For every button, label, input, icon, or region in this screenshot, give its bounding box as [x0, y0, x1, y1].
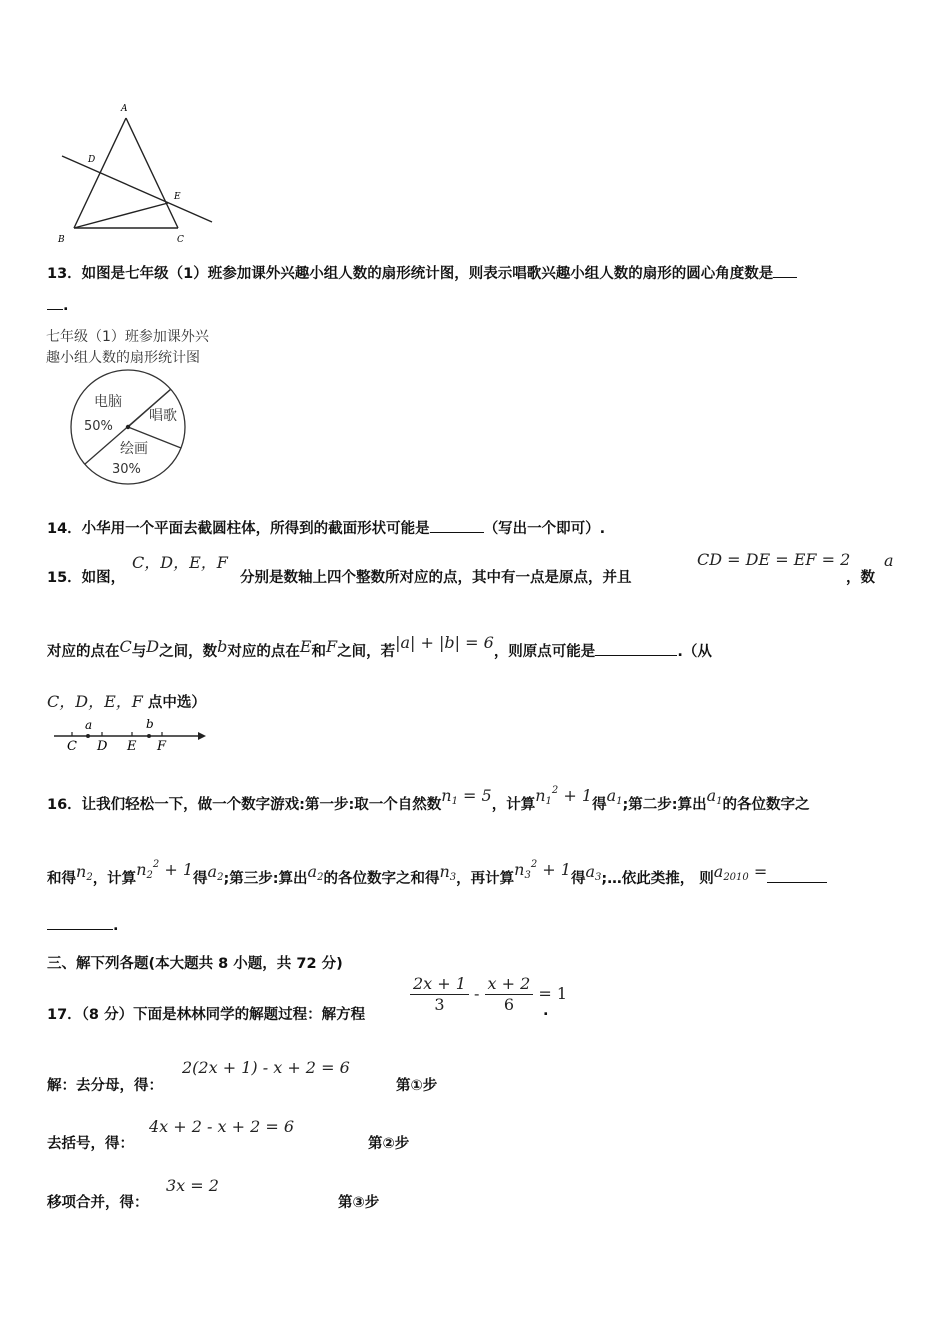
q15-abs-eq: |a| + |b| = 6 [395, 633, 494, 652]
q16-l2d: ;第三步:算出 [223, 871, 308, 887]
q15-C: C [119, 637, 132, 656]
q16-l1d: ;第二步:算出 [622, 797, 707, 813]
q16-a2b: $a_2$ [307, 862, 324, 883]
q17-rhs: = 1 [533, 984, 568, 1003]
q15-line3-text: 点中选） [147, 695, 206, 711]
nl-a: a [85, 718, 93, 732]
q13-text [47, 262, 797, 283]
label-E: E [174, 192, 181, 202]
q13-body: 13．如图是七年级（1）班参加课外兴趣小组人数的扇形统计图，则表示唱歌兴趣小组人数的扇形的圆心角度数是 [47, 266, 774, 282]
q15-l2d: 之间，若 [337, 644, 396, 660]
nl-D: D [97, 739, 108, 754]
q15-eq1: CD = DE = EF = 2 [697, 550, 851, 569]
label-B: B [58, 235, 65, 245]
nl-b: b [146, 718, 154, 731]
q14-body: 14．小华用一个平面去截圆柱体，所得到的截面形状可能是 [47, 521, 430, 537]
q16-a1b: $a_1$ [706, 786, 723, 807]
q16-l1e: 的各位数字之 [722, 797, 810, 813]
q16-a2: $a_2$ [207, 862, 224, 883]
q16-l2g: 得 [570, 871, 586, 887]
q16-line3 [47, 918, 119, 934]
q15-line1 [47, 566, 125, 587]
q15-D: D [146, 637, 160, 656]
q15-text2: ，数 [846, 570, 875, 586]
q15-line3-pts: C，D，E，F [47, 692, 143, 711]
q17-step1-expr: 2(2x + 1) - x + 2 = 6 [182, 1058, 350, 1077]
q15-yu: 与 [131, 644, 147, 660]
q13-line2 [47, 298, 69, 314]
q16-l2a: 和得 [47, 871, 76, 887]
q15-var-b: b [217, 637, 228, 656]
nl-C: C [67, 739, 77, 754]
q15-var-a: a [884, 551, 894, 570]
q15-points: C，D，E，F [132, 553, 228, 572]
q16-l2b: ，计算 [92, 871, 137, 887]
q17-step3-expr: 3x = 2 [166, 1176, 219, 1195]
label-A: A [121, 104, 128, 114]
q15-F: F [326, 637, 338, 656]
q15-l2b: 之间，数 [159, 644, 218, 660]
q15-E: E [299, 637, 312, 656]
number-line [50, 718, 210, 758]
q16-n2: $n_2$ [76, 862, 93, 883]
q15-l2c: 对应的点在 [227, 644, 300, 660]
nl-F: F [157, 739, 167, 754]
pie-chart [60, 368, 200, 488]
q16-l1c: 得 [592, 797, 607, 813]
chart-title-line1: 七年级（1）班参加课外兴 [46, 329, 209, 345]
slice-value-computer: 50% [84, 419, 113, 434]
q16-tail: . [113, 918, 119, 934]
q16-l2f: ，再计算 [456, 871, 515, 887]
q17-step1-num: 第①步 [396, 1078, 438, 1094]
q16-blank-cont[interactable] [47, 929, 113, 930]
q16-l1b: ，计算 [491, 797, 536, 813]
q16-l2c: 得 [193, 871, 208, 887]
q17-step2-expr: 4x + 2 - x + 2 = 6 [149, 1117, 295, 1136]
slice-label-drawing: 绘画 [120, 441, 148, 457]
q15-l2a: 对应的点在 [47, 644, 120, 660]
q15-text1: 分别是数轴上四个整数所对应的点，其中有一点是原点，并且 [240, 570, 632, 586]
q16-l1a: 16．让我们轻松一下，做一个数字游戏:第一步:取一个自然数 [47, 797, 442, 813]
q17-step1-label: 解：去分母，得： [47, 1078, 163, 1094]
q16-n3sq: $n_3^2 + 1$ [514, 859, 571, 881]
q16-n1sq: $n_1^2 + 1$ [535, 785, 593, 807]
q17-text: 17．（8 分）下面是林林同学的解题过程：解方程 [47, 1007, 366, 1023]
q17-tail: . [543, 1003, 549, 1019]
q16-blank[interactable] [767, 882, 827, 883]
q17-step2-num: 第②步 [368, 1136, 410, 1152]
q13-blank-cont[interactable] [47, 309, 63, 310]
label-D: D [88, 155, 96, 165]
chart-title-line2: 趣小组人数的扇形统计图 [46, 350, 200, 366]
triangle-figure [50, 100, 230, 250]
q16-n2sq: $n_2^2 + 1$ [136, 859, 194, 881]
q15-l2f: .（从 [677, 644, 712, 660]
q17-frac2: $\frac{x + 2}{6}$ [485, 974, 534, 1015]
q15-he: 和 [311, 644, 327, 660]
slice-value-drawing: 30% [112, 462, 141, 477]
q16-l2h: ;…依此类推， 则 [601, 871, 714, 887]
q15-blank[interactable] [595, 655, 677, 656]
slice-label-computer: 电脑 [94, 394, 122, 410]
q16-l2e: 的各位数字之和得 [323, 871, 440, 887]
q16-n1: $n_1 = 5$ [441, 786, 492, 807]
nl-E: E [127, 739, 137, 754]
section3-title: 三、解下列各题(本大题共 8 小题，共 72 分) [47, 956, 343, 972]
slice-label-singing: 唱歌 [149, 408, 177, 424]
q16-n3: $n_3$ [439, 862, 457, 883]
q17-step3-label: 移项合并，得： [47, 1195, 149, 1211]
q17-step2-label: 去括号，得： [47, 1136, 134, 1152]
q17-minus: - [468, 984, 485, 1003]
q14-text [47, 517, 605, 538]
q16-a3: $a_3$ [585, 862, 602, 883]
q13-tail: . [63, 298, 69, 314]
q15-l2e: ，则原点可能是 [493, 644, 596, 660]
q17-frac1: $\frac{2x + 1}{3}$ [410, 974, 469, 1015]
q16-a2010: $a_{2010}$ = [713, 862, 768, 883]
q14-blank[interactable] [430, 532, 484, 533]
q13-blank[interactable] [773, 277, 797, 278]
q15-line3 [47, 689, 206, 712]
q16-line1 [47, 785, 810, 815]
q17-step3-num: 第③步 [338, 1195, 380, 1211]
q16-line2 [47, 859, 827, 889]
pie-center [126, 425, 130, 429]
q15-num: 15．如图， [47, 570, 126, 586]
label-C: C [177, 235, 184, 245]
q16-a1: $a_1$ [606, 786, 623, 807]
q15-line2 [47, 633, 712, 661]
q14-tail: （写出一个即可）. [483, 521, 606, 537]
